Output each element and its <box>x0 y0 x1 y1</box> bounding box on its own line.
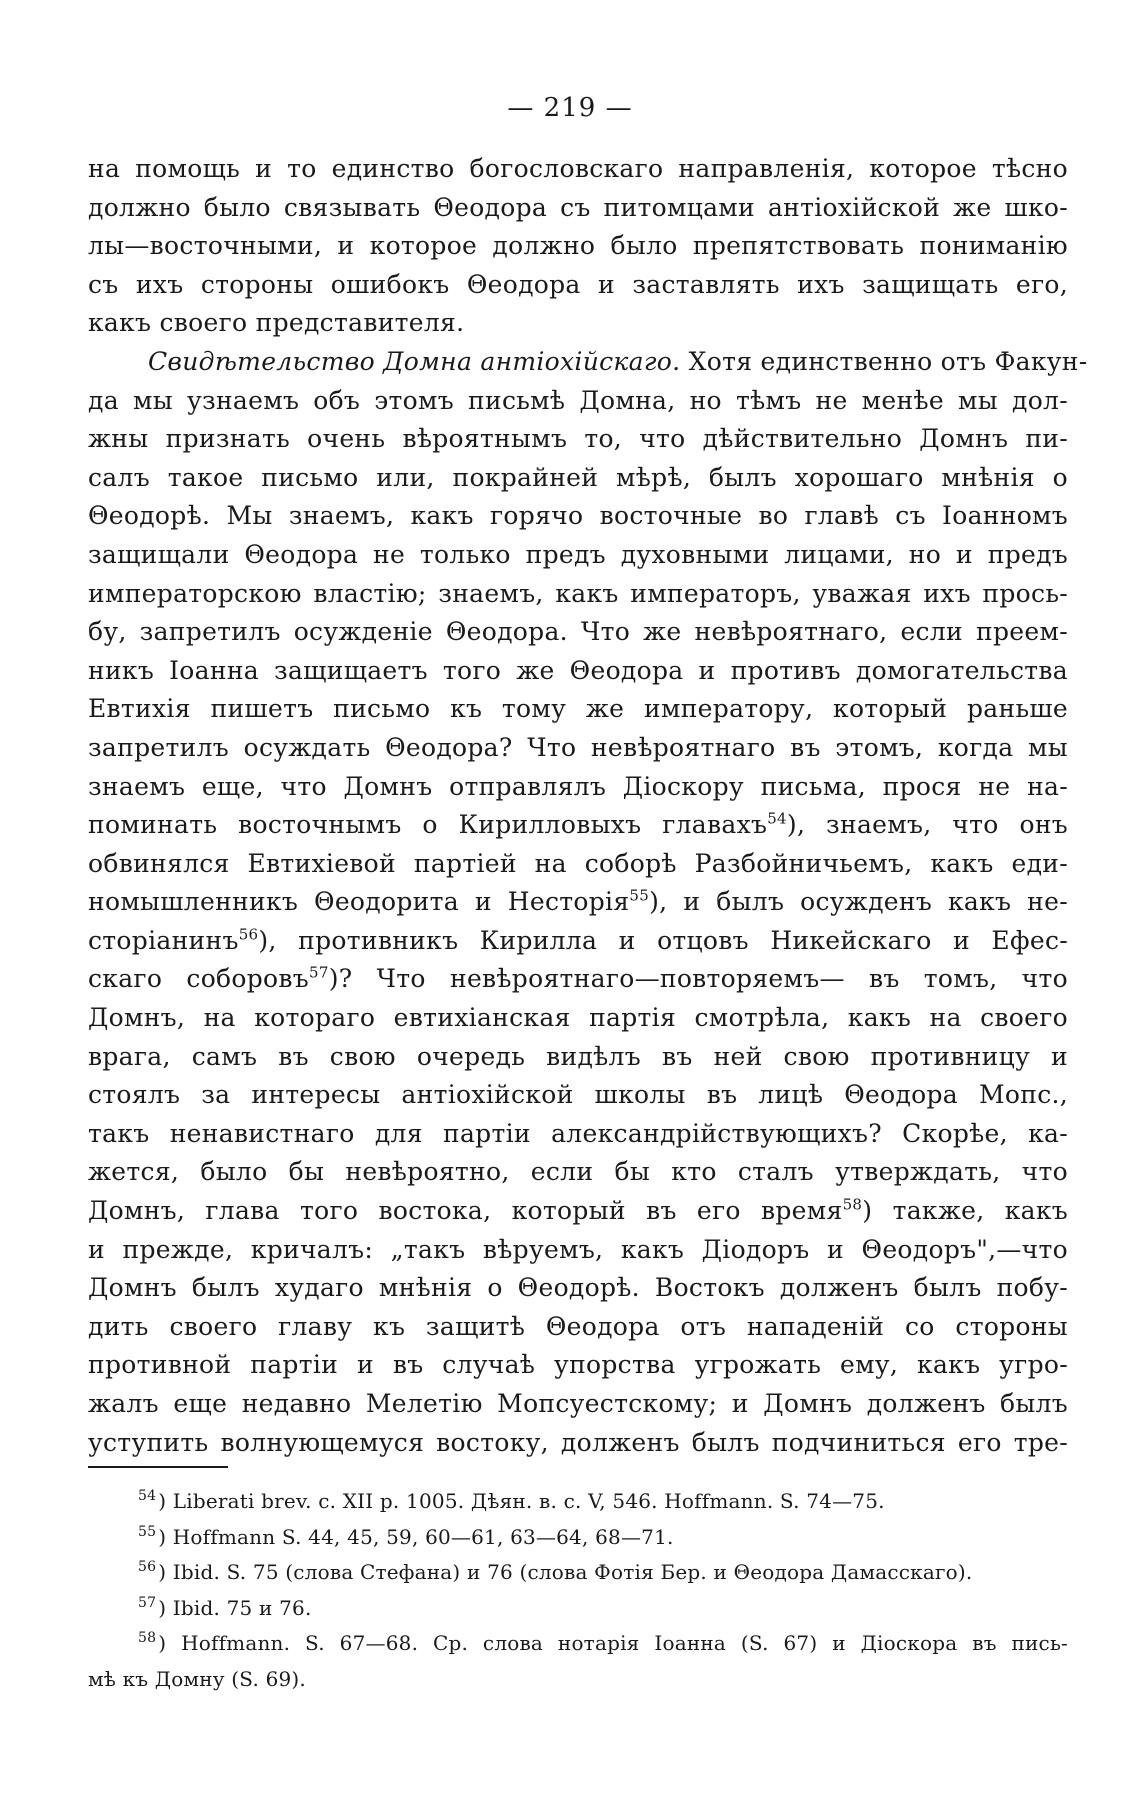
body-line <box>88 382 1068 421</box>
line-text: дить своего главу къ защитѣ Θеодора отъ нападеній со стороны <box>88 1311 1068 1341</box>
footnote-text: Hoffmann S. 44, 45, 59, 60—61, 63—64, 68—71. <box>172 1524 674 1549</box>
footnote-line <box>88 1662 1068 1698</box>
footnote-line <box>88 1591 1068 1627</box>
footnote-marker: 56 <box>138 1559 157 1576</box>
footnotes <box>88 1484 1068 1697</box>
footnote-marker: 57 <box>138 1594 157 1611</box>
footnote-marker-paren: ) <box>158 1524 173 1549</box>
line-text: бу, запретилъ осужденіе Θеодора. Что же невѣроятнаго, если преем- <box>88 617 1068 647</box>
line-text: стоялъ за интересы антіохійской школы въ лицѣ Θеодора Мопс., <box>88 1080 1068 1110</box>
body-line <box>88 1346 1068 1385</box>
line-text-continued: ), знаемъ, что онъ <box>786 810 1068 840</box>
line-text: да мы узнаемъ объ этомъ письмѣ Домна, но тѣмъ не менѣе мы дол- <box>88 385 1068 415</box>
line-text-continued: )? Что невѣроятнаго—повторяемъ— въ томъ, что <box>328 964 1068 994</box>
body-line <box>88 999 1068 1038</box>
body-line <box>88 845 1068 884</box>
body-line <box>88 1308 1068 1347</box>
footnote-reference: 54 <box>767 809 787 828</box>
body-line <box>88 189 1068 228</box>
footnote-line <box>88 1555 1068 1591</box>
body-line <box>88 266 1068 305</box>
body-line <box>88 1269 1068 1308</box>
line-text: такъ ненавистнаго для партіи александрійствующихъ? Скорѣе, ка- <box>88 1118 1068 1148</box>
body-line <box>88 729 1068 768</box>
body-line <box>88 883 1068 922</box>
body-line <box>88 613 1068 652</box>
line-text: Θеодорѣ. Мы знаемъ, какъ горячо восточные во главѣ съ Іоанномъ <box>88 501 1068 531</box>
body-line <box>88 1115 1068 1154</box>
footnote-marker: 55 <box>138 1523 157 1540</box>
body-line <box>88 960 1068 999</box>
line-text: на помощь и то единство богословскаго направленія, которое тѣсно <box>88 154 1068 183</box>
footnote-line <box>88 1484 1068 1520</box>
line-text: сторіанинъ <box>88 925 239 955</box>
footnote-text: мѣ къ Домну (S. 69). <box>88 1666 306 1691</box>
body-line <box>88 227 1068 266</box>
footnote-text: Liberati brev. c. XII p. 1005. Дѣян. в. с. V, 546. Hoffmann. S. 74—75. <box>172 1489 885 1513</box>
line-text: противной партіи и въ случаѣ упорства угрожать ему, какъ угро- <box>88 1350 1068 1380</box>
footnote-text: Ibid. 75 и 76. <box>172 1595 312 1620</box>
footnote-marker-paren: ) <box>158 1631 182 1655</box>
body-line <box>88 1076 1068 1115</box>
line-text: съ ихъ стороны ошибокъ Θеодора и заставлять ихъ защищать его, <box>88 269 1068 299</box>
footnote-text: Ibid. S. 75 (слова Стефана) и 76 (слова Фотія Бер. и Θеодора Дамасскаго). <box>172 1560 973 1584</box>
line-text: запретилъ осуждать Θеодора? Что невѣроятнаго въ этомъ, когда мы <box>88 732 1068 762</box>
footnote-separator <box>88 1466 228 1468</box>
line-text: защищали Θеодора не только предъ духовными лицами, но и предъ <box>88 539 1068 569</box>
line-text: салъ такое письмо или, покрайней мѣрѣ, былъ хорошаго мнѣнія о <box>88 462 1068 492</box>
line-text: врага, самъ въ свою очередь видѣлъ въ ней свою противницу и <box>88 1041 1068 1071</box>
body-text <box>88 150 1088 1462</box>
section-heading: Свидѣтельство Домна антіохійскаго. <box>148 346 681 376</box>
footnote-reference: 55 <box>629 886 650 905</box>
line-text: Домнъ, глава того востока, который въ его время <box>88 1196 843 1226</box>
body-line <box>88 1153 1068 1192</box>
body-line <box>88 343 1088 382</box>
footnote-text: Hoffmann. S. 67—68. Ср. слова нотарія Іоанна (S. 67) и Діоскора въ пись- <box>181 1631 1068 1655</box>
line-text: должно было связывать Θеодора съ питомцами антіохійской же шко- <box>88 192 1068 222</box>
body-line <box>88 1192 1068 1231</box>
line-text: поминать восточнымъ о Кирилловыхъ главахъ <box>88 810 768 840</box>
body-line <box>88 806 1068 845</box>
body-line <box>88 575 1068 614</box>
line-text: жется, было бы невѣроятно, если бы кто сталъ утверждать, что <box>88 1157 1068 1187</box>
line-text: Евтихія пишетъ письмо къ тому же императору, который раньше <box>88 694 1068 724</box>
body-line <box>88 1038 1068 1077</box>
line-text: императорскою властію; знаемъ, какъ императоръ, уважая ихъ прось- <box>88 578 1068 608</box>
line-text: обвинялся Евтихіевой партіей на соборѣ Разбойничьемъ, какъ еди- <box>88 848 1068 878</box>
line-text: уступить волнующемуся востоку, долженъ былъ подчиниться его тре- <box>88 1427 1068 1457</box>
line-text: знаемъ еще, что Домнъ отправлялъ Діоскору письма, прося не на- <box>88 771 1068 801</box>
line-text-continued: ), и былъ осужденъ какъ не- <box>649 887 1068 917</box>
footnote-line <box>88 1520 1068 1556</box>
footnote-marker: 54 <box>138 1488 157 1505</box>
footnote-marker: 58 <box>138 1630 157 1647</box>
line-text-continued: ) также, какъ <box>862 1196 1068 1226</box>
line-text: Домнъ, на котораго евтихіанская партія смотрѣла, какъ на своего <box>88 1003 1068 1033</box>
footnote-marker-paren: ) <box>158 1595 173 1620</box>
body-line <box>88 1424 1068 1463</box>
body-line <box>88 536 1068 575</box>
body-line <box>88 690 1068 729</box>
body-line <box>88 459 1068 498</box>
footnote-reference: 56 <box>238 925 259 944</box>
body-line <box>88 304 1068 343</box>
line-text: номышленникъ Θеодорита и Несторія <box>88 887 630 917</box>
body-line <box>88 420 1068 459</box>
line-text: Хотя единственно отъ Факун- <box>680 346 1088 376</box>
line-text: и прежде, кричалъ: „такъ вѣруемъ, какъ Діодоръ и Θеодоръ",—что <box>88 1234 1068 1264</box>
footnote-line <box>88 1626 1068 1662</box>
body-line <box>88 497 1068 536</box>
body-line <box>88 150 1068 189</box>
line-text: никъ Іоанна защищаетъ того же Θеодора и противъ домогательства <box>88 655 1068 685</box>
body-line <box>88 768 1068 807</box>
page-number: — 219 — <box>507 93 633 123</box>
body-line <box>88 1385 1068 1424</box>
line-text: Домнъ былъ худаго мнѣнія о Θеодорѣ. Востокъ долженъ былъ побу- <box>88 1273 1068 1303</box>
footnote-reference: 58 <box>842 1195 863 1214</box>
body-line <box>88 922 1068 961</box>
footnote-reference: 57 <box>309 964 329 983</box>
line-text: лы—восточными, и которое должно было препятствовать пониманію <box>88 231 1068 261</box>
body-line <box>88 652 1068 691</box>
line-text: жны признать очень вѣроятнымъ то, что дѣйствительно Домнъ пи- <box>88 424 1068 454</box>
footnote-marker-paren: ) <box>158 1560 173 1584</box>
body-line <box>88 1231 1068 1270</box>
line-text: жалъ еще недавно Мелетію Мопсуестскому; и Домнъ долженъ былъ <box>88 1389 1068 1418</box>
footnote-marker-paren: ) <box>158 1489 173 1513</box>
line-text: какъ своего представителя. <box>88 308 465 338</box>
line-text: скаго соборовъ <box>88 964 309 994</box>
line-text-continued: ), противникъ Кирилла и отцовъ Никейскаго и Ефес- <box>258 925 1068 955</box>
